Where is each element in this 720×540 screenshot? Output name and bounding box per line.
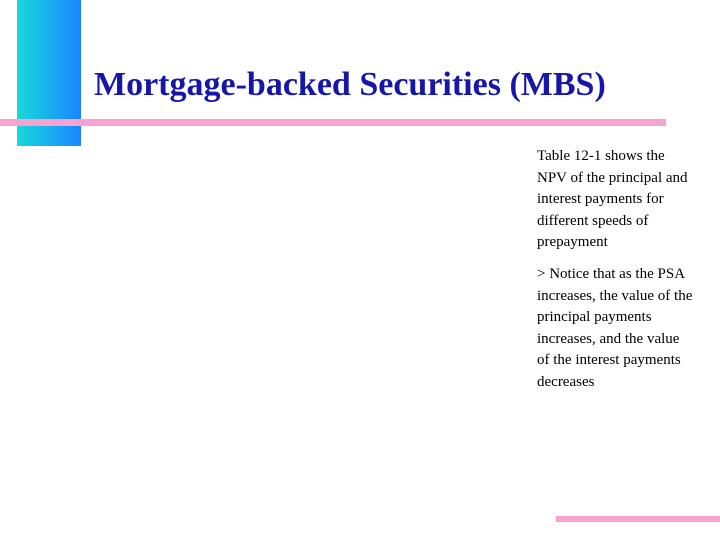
footer-accent-rule [556,516,720,522]
title-underline-rule [0,119,666,126]
body-paragraph-psa-note: > Notice that as the PSA increases, the value of the principal payments increases, and the value of the interest payments decreases [537,265,693,390]
slide-body [537,146,693,404]
body-paragraph-table-description: Table 12-1 shows the NPV of the principal and interest payments for different speeds of prepayment [537,148,688,251]
slide-title: Mortgage-backed Securities (MBS) [94,66,606,103]
